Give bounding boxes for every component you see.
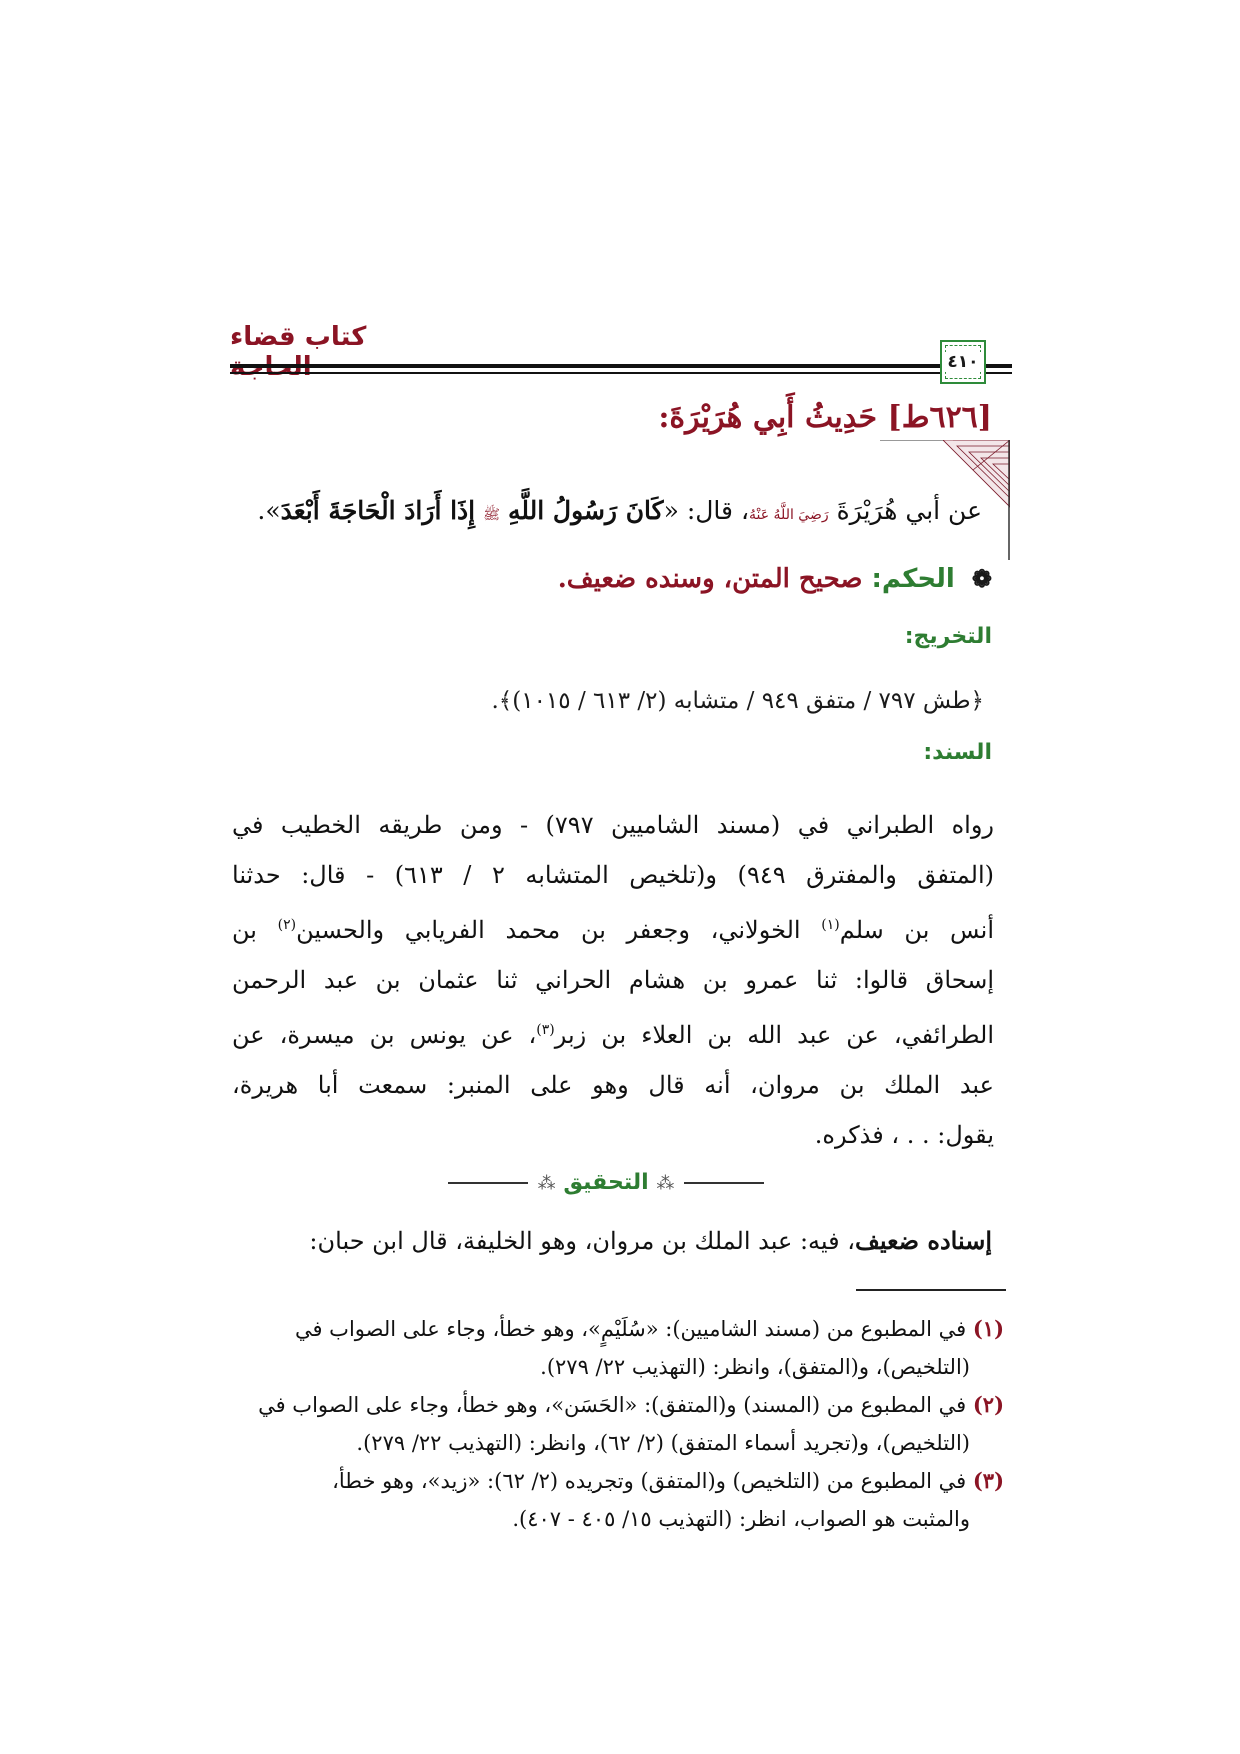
footnote-ref[interactable]: (١) [821,917,840,933]
footnote-number: (٢) [972,1392,1004,1417]
matn-mid: ، قال: « [663,496,750,525]
body-line: يقول: . . ، فذكره. [814,1121,994,1149]
footnote-separator [856,1289,1006,1291]
footnote-text: في المطبوع من (مسند الشاميين): «سُلَيْمٍ»، وهو خطأ، وجاء على الصواب في [294,1317,973,1341]
tahqiq-label: التحقيق [563,1170,649,1195]
footnote-text: في المطبوع من (التلخيص) و(المتفق) وتجريده (٢/ ٦٢): «زيد»، وهو خطأ، [332,1469,973,1493]
body-line: رواه الطبراني في (مسند الشاميين ٧٩٧) - ومن طريقه الخطيب في [232,811,994,839]
body-line: (المتفق والمفترق ٩٤٩) و(تلخيص المتشابه ٢ / ٦١٣) - قال: حدثنا [232,861,994,889]
footnotes [232,1310,1004,1538]
footnote-line: (التلخيص)، و(المتفق)، وانظر: (التهذيب ٢٢/ ٢٧٩). [540,1355,970,1379]
body-line: عبد الملك بن مروان، أنه قال وهو على المنبر: سمعت أبا هريرة، [232,1071,994,1099]
ornament-icon: ⁂ [537,1173,556,1194]
body-text-run: ، عن يونس بن ميسرة، عن [232,1021,537,1049]
footnote [232,1386,1004,1462]
footnote-line: والمثبت هو الصواب، انظر: (التهذيب ١٥/ ٤٠٥ - ٤٠٧). [512,1507,970,1531]
footnote [232,1310,1004,1386]
isnad-text [309,1226,992,1255]
header-rule-thin [230,372,1012,374]
ruling-text: صحيح المتن، وسنده ضعيف. [557,564,863,594]
body-text-run: بن [232,916,278,944]
hadith-matn [257,496,982,526]
matn-quote-part2: إِذَا أَرَادَ الْحَاجَةَ أَبْعَدَ [280,496,476,525]
body-text-run: أنس بن سلم [839,916,994,944]
body-line [232,1005,994,1060]
footnote-number: (٣) [972,1468,1004,1493]
body-line: إسحاق قالوا: ثنا عمرو بن هشام الحراني ثنا عثمان بن عبد الرحمن [232,966,994,994]
footnote-line [232,1386,1004,1424]
footnote-ref[interactable]: (٢) [277,917,297,933]
ornament-icon: ⁂ [656,1173,675,1194]
isnad-verdict: إسناده ضعيف [855,1226,992,1255]
sanad-label: السند: [923,740,992,765]
footnote [232,1462,1004,1538]
takhrij-text: ﴿طش ٧٩٧ / متفق ٩٤٩ / متشابه (٢/ ٦١٣ / ١٠١٥)﴾. [491,688,984,714]
sanad-paragraph [232,800,994,1160]
body-text-run: الطرائفي، عن عبد الله بن العلاء بن زبر [554,1021,994,1049]
matn-quote-part1: كَانَ رَسُولُ اللَّهِ [507,496,664,525]
body-text-run: الخولاني، وجعفر بن محمد الفريابي والحسين [296,916,822,944]
flower-icon: ❁ [971,564,992,593]
matn-prefix: عن أبي هُرَيْرَةَ [836,496,982,525]
footnote-line: (التلخيص)، و(تجريد أسماء المتفق) (٢/ ٦٢)، وانظر: (التهذيب ٢٢/ ٢٧٩). [356,1431,970,1455]
footnote-line [232,1310,1004,1348]
matn-end: ». [257,496,281,525]
body-line [232,900,994,955]
isnad-rest: ، فيه: عبد الملك بن مروان، وهو الخليفة، قال ابن حبان: [309,1227,855,1255]
ruling-label: الحكم: [871,564,955,594]
running-title: كتاب قضاء [230,322,367,352]
footnote-text: في المطبوع من (المسند) و(المتفق): «الحَسَن»، وهو خطأ، وجاء على الصواب في [258,1393,973,1417]
page-number: ٤١٠ [944,352,981,372]
footnote-line [232,1462,1004,1500]
radi-honorific: رَضِيَ اللَّهُ عَنْهُ [749,507,829,523]
divider-line [684,1182,764,1184]
footnote-ref[interactable]: (٣) [536,1022,555,1038]
takhrij-label: التخريج: [904,624,992,649]
divider-line [448,1182,528,1184]
hadith-heading: [٦٢٦ط] حَدِيثُ أَبِي هُرَيْرَةَ: [658,400,992,435]
salla-honorific: ﷺ [483,507,500,523]
page-number-frame [940,340,986,384]
header-rule [230,364,1012,368]
footnote-number: (١) [972,1316,1004,1341]
tahqiq-divider [400,1170,812,1195]
ruling [558,564,992,594]
